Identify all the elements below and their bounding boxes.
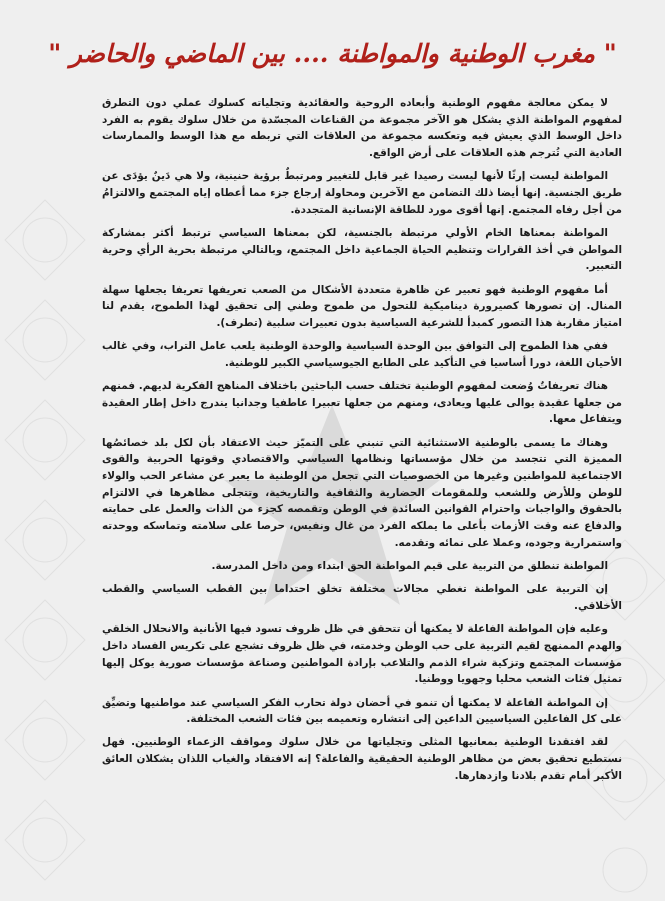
article-body: [102, 95, 622, 791]
paragraph: المواطنة بمعناها الخام الأولي مرتبطة بالجنسية، لكن بمعناها السياسي ترتبط أكثر بمشاركة المواطن في أخذ القرارات وتنظيم الحياة الجماعية داخل المجتمع، وبالتالي مرتبطة بحرية الرأي وحرية التعبير.: [102, 226, 622, 273]
paragraph: المواطنة ليست إرثًا لأنها ليست رصيدا غير قابل للتغيير ومرتبطٌ برؤية حنينية، ولا هي دَينٌ يؤدَى عن طريق الجنسية. إنها أيضا ذلك التضامن مع الآخرين ومحاولة إرجاع جزء مما أعطاه إياه المجتمع والالتزامُ من أجل رفاه المجتمع. إنها أقوى مورد للطاقة الإنسانية المتجددة.: [102, 170, 622, 216]
paragraph: لا يمكن معالجة مفهوم الوطنية وأبعاده الروحية والعقائدية وتجلياته كسلوك عملي دون التطرق لمفهوم المواطنة الذي يشكل هو الآخر مجموعة من القناعات المجسّدة من خلال سلوك يقوم به الفرد داخل الوسط الذي يعيش فيه وتعكسه مجموعة من العلاقات التي تربطه مع هذا الوسط والممارسات العادية التي تُترجم هذه العلاقات على أرض الواقع.: [102, 97, 622, 160]
paragraph: إن المواطنة الفاعلة لا يمكنها أن تنمو في أحضان دولة تحارب الفكر السياسي عند مواطنيها وتضيِّق على كل الفاعلين السياسيين الداعين إلى انتشاره وتعميمه بين فئات الشعب المختلفة.: [102, 696, 622, 726]
geometric-pattern-icon: [0, 180, 100, 900]
paragraph: المواطنة تنطلق من التربية على قيم المواطنة الحق ابتداء ومن داخل المدرسة.: [211, 560, 608, 573]
paragraph: ففي هذا الطموح إلى التوافق بين الوحدة السياسية والوحدة الوطنية يلعب عامل التراب، وفي غالب الأحيان اللغة، دورا أساسيا في التأكيد على الطابع الجيوسياسي الكبير للوطنية.: [102, 340, 622, 369]
paragraph: إن التربية على المواطنة تغطي مجالات مختلفة تخلق احتداما بين القطب السياسي والقطب الأخلاقي.: [102, 583, 622, 612]
paragraph: هناك تعريفاتٌ وُضعت لمفهوم الوطنية تختلف حسب الباحثين باختلاف المناهج الفكرية لديهم. فمنهم من جعلها عقيدة يوالى عليها ويعادى، ومنهم من جعلها تعبيرا عاطفيا وجدانيا يندرج داخل إطار العقيدة ويتفاعل معها.: [102, 380, 622, 426]
paragraph: وعليه فإن المواطنة الفاعلة لا يمكنها أن تتحقق في ظل ظروف تسود فيها الأنانية والانحلال الخلقي والهدم الممنهج لقيم التربية على حب الوطن وخدمته، في ظل ظروف تشجع على تكريس الفساد داخل مؤسسات المجتمع وتزكية شراء الذمم والتلاعب بإرادة المواطنين وصناعة مؤسسات صورية يوكل إليها تمثيل فئات الشعب محليا وجهويا ووطنيا.: [102, 623, 622, 686]
paragraph: وهناك ما يسمى بالوطنية الاستثنائية التي تنبني على التميّز حيث الاعتقاد بأن لكل بلد خصائصُها المميزة التي تتجسد من خلال مؤسساتها ونظامها السياسي والاقتصادي وقوتها الحربية والقوى الاجتماعية للمواطنين وغيرها من الخصوصيات التي تجعل من الوطنية ما يعبر عن مشاعر الحب والولاء للوطن وللأرض وللشعب وللمقومات الحضارية والثقافية والتاريخية، وتتجلى مظاهرها في الالتزام بالحقوق والواجبات واحترام القوانين السائدة في الوطن وتقمصه كجزء من الذات والعمل على حمايته والدفاع عنه وقت الأزمات بأعلى ما يملكه الفرد من غال ونفيس، حرصا على سلامته وتماسكه ووحدته واستمرارية وجوده، وعملا على نمائه وتقدمه.: [102, 436, 622, 549]
paragraph: لقد افتقدنا الوطنية بمعانيها المثلى وتجلياتها من خلال سلوك ومواقف الزعماء الوطنيين. فهل نستطيع تحقيق بعض من مظاهر الوطنية الحقيقية والفاعلة؟ إنه الافتقاد والغياب اللذان يشكلان العائق الأكبر أمام تقدم بلادنا وازدهارها.: [102, 736, 622, 782]
paragraph: أما مفهوم الوطنية فهو تعبير عن ظاهرة متعددة الأشكال من الصعب تعريفها تعريفا يجعلها سهلة المنال. إن تصورها كصيرورة ديناميكية للتحول من طموح وطني إلى تحقيق لهذا الطموح، يقدم لنا امتياز مقاربة هذا التصور كمبدأ للشرعية السياسية بدون تعبيرات سلبية (تطرف).: [102, 283, 622, 329]
page-title: " مغرب الوطنية والمواطنة .... بين الماضي والحاضر ": [48, 39, 617, 68]
